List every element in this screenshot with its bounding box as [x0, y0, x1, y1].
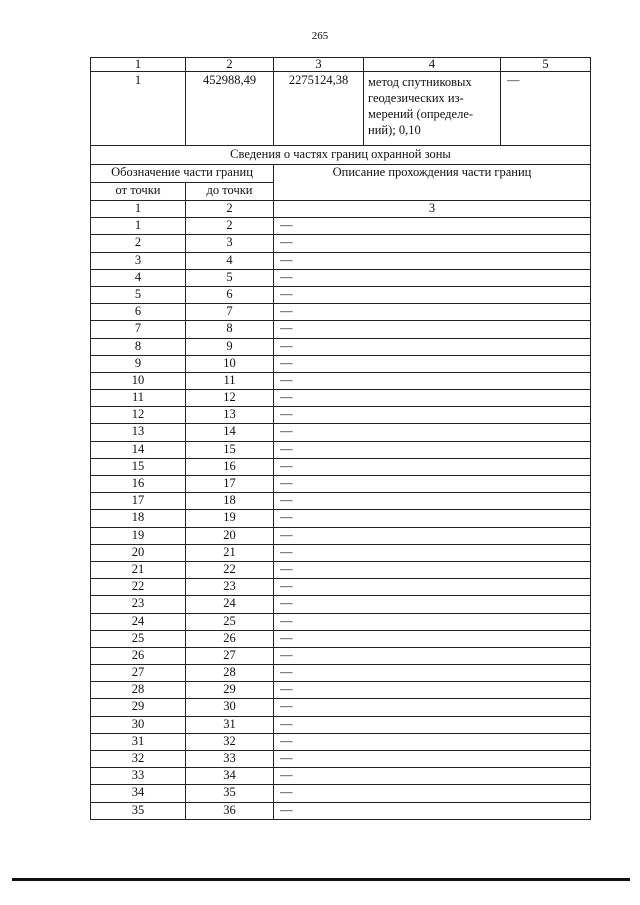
segment-description: — — [274, 613, 591, 630]
to-point: 3 — [186, 235, 274, 252]
segment-description: — — [274, 476, 591, 493]
from-point: 31 — [91, 733, 186, 750]
from-point: 12 — [91, 407, 186, 424]
from-point: 27 — [91, 665, 186, 682]
to-point: 17 — [186, 476, 274, 493]
to-point: 31 — [186, 716, 274, 733]
table-row — [91, 286, 591, 303]
segment-description: — — [274, 733, 591, 750]
table-row — [91, 579, 591, 596]
table-row — [91, 716, 591, 733]
segment-description: — — [274, 544, 591, 561]
from-point: 30 — [91, 716, 186, 733]
segment-description: — — [274, 751, 591, 768]
column-number-row — [91, 58, 591, 72]
segment-description: — — [274, 510, 591, 527]
segment-description: — — [274, 252, 591, 269]
page-number: 265 — [311, 30, 329, 42]
table-row — [91, 407, 591, 424]
table-row — [91, 802, 591, 819]
from-point: 34 — [91, 785, 186, 802]
table-row — [91, 699, 591, 716]
segment-description: — — [274, 527, 591, 544]
from-point: 9 — [91, 355, 186, 372]
from-point: 20 — [91, 544, 186, 561]
column-number: 3 — [274, 201, 591, 218]
to-point: 21 — [186, 544, 274, 561]
table-row — [91, 630, 591, 647]
from-point: 25 — [91, 630, 186, 647]
table-row — [91, 235, 591, 252]
segment-description: — — [274, 768, 591, 785]
to-point: 33 — [186, 751, 274, 768]
column-number: 1 — [91, 58, 186, 72]
from-point: 15 — [91, 458, 186, 475]
table-row — [91, 372, 591, 389]
from-point: 5 — [91, 286, 186, 303]
to-point: 24 — [186, 596, 274, 613]
segment-description: — — [274, 596, 591, 613]
table-row — [91, 510, 591, 527]
segment-description: — — [274, 338, 591, 355]
to-point: 16 — [186, 458, 274, 475]
to-point: 29 — [186, 682, 274, 699]
method-cell — [364, 72, 501, 146]
segment-description: — — [274, 699, 591, 716]
table-row — [91, 751, 591, 768]
from-point: 2 — [91, 235, 186, 252]
col5-value: — — [501, 72, 591, 146]
from-point: 32 — [91, 751, 186, 768]
table-row — [91, 321, 591, 338]
table-row — [91, 355, 591, 372]
to-point: 28 — [186, 665, 274, 682]
column-number: 4 — [364, 58, 501, 72]
table-row — [91, 476, 591, 493]
table-row — [91, 682, 591, 699]
column-number: 1 — [91, 201, 186, 218]
table-row — [91, 544, 591, 561]
table-row — [91, 785, 591, 802]
table-row — [91, 733, 591, 750]
boundary-table — [90, 57, 590, 820]
table-row — [91, 269, 591, 286]
method-line: метод спутниковых — [368, 75, 472, 89]
from-point: 6 — [91, 304, 186, 321]
from-point: 17 — [91, 493, 186, 510]
segment-description: — — [274, 682, 591, 699]
from-point: 19 — [91, 527, 186, 544]
from-point: 26 — [91, 647, 186, 664]
from-point: 29 — [91, 699, 186, 716]
segment-description: — — [274, 579, 591, 596]
segment-description: — — [274, 716, 591, 733]
to-point: 22 — [186, 561, 274, 578]
to-point: 34 — [186, 768, 274, 785]
table-row — [91, 424, 591, 441]
from-point: 8 — [91, 338, 186, 355]
table-row — [91, 561, 591, 578]
to-point: 30 — [186, 699, 274, 716]
segment-description: — — [274, 561, 591, 578]
from-point: 22 — [91, 579, 186, 596]
section-title: Сведения о частях границ охранной зоны — [91, 146, 591, 165]
from-point: 1 — [91, 218, 186, 235]
column-number: 3 — [274, 58, 364, 72]
method-line: мерений (определе- — [368, 107, 474, 121]
coord-x: 452988,49 — [186, 72, 274, 146]
to-point: 13 — [186, 407, 274, 424]
from-point-header: от точки — [91, 183, 186, 201]
from-point: 11 — [91, 390, 186, 407]
table-row — [91, 647, 591, 664]
segment-description: — — [274, 785, 591, 802]
to-point: 14 — [186, 424, 274, 441]
from-point: 14 — [91, 441, 186, 458]
column-number: 2 — [186, 58, 274, 72]
segment-description: — — [274, 458, 591, 475]
segment-description: — — [274, 218, 591, 235]
table-row — [91, 252, 591, 269]
table-row — [91, 390, 591, 407]
to-point: 26 — [186, 630, 274, 647]
from-point: 18 — [91, 510, 186, 527]
from-point: 3 — [91, 252, 186, 269]
segment-description: — — [274, 355, 591, 372]
from-point: 35 — [91, 802, 186, 819]
from-point: 7 — [91, 321, 186, 338]
segment-description: — — [274, 235, 591, 252]
section-title-row — [91, 146, 591, 165]
coord-y: 2275124,38 — [274, 72, 364, 146]
to-point: 23 — [186, 579, 274, 596]
to-point: 36 — [186, 802, 274, 819]
designation-header: Обозначение части границ — [91, 165, 274, 183]
point-row — [91, 72, 591, 146]
table-row — [91, 596, 591, 613]
bottom-rule — [12, 878, 630, 881]
section-header-row — [91, 165, 591, 183]
to-point: 7 — [186, 304, 274, 321]
to-point: 32 — [186, 733, 274, 750]
segment-description: — — [274, 321, 591, 338]
table-row — [91, 441, 591, 458]
to-point: 18 — [186, 493, 274, 510]
to-point: 20 — [186, 527, 274, 544]
to-point: 6 — [186, 286, 274, 303]
table-row — [91, 218, 591, 235]
table-row — [91, 338, 591, 355]
segment-description: — — [274, 647, 591, 664]
from-point: 23 — [91, 596, 186, 613]
from-point: 10 — [91, 372, 186, 389]
table-row — [91, 665, 591, 682]
table-row — [91, 493, 591, 510]
segment-description: — — [274, 665, 591, 682]
from-point: 24 — [91, 613, 186, 630]
segment-description: — — [274, 630, 591, 647]
segment-description: — — [274, 372, 591, 389]
from-point: 4 — [91, 269, 186, 286]
to-point: 12 — [186, 390, 274, 407]
to-point: 2 — [186, 218, 274, 235]
to-point: 25 — [186, 613, 274, 630]
segment-description: — — [274, 493, 591, 510]
to-point: 8 — [186, 321, 274, 338]
segment-description: — — [274, 286, 591, 303]
from-point: 33 — [91, 768, 186, 785]
segment-description: — — [274, 802, 591, 819]
to-point: 15 — [186, 441, 274, 458]
segment-description: — — [274, 304, 591, 321]
from-point: 28 — [91, 682, 186, 699]
table-row — [91, 304, 591, 321]
table-row — [91, 527, 591, 544]
to-point: 19 — [186, 510, 274, 527]
from-point: 13 — [91, 424, 186, 441]
segment-description: — — [274, 424, 591, 441]
table-row — [91, 458, 591, 475]
table-row — [91, 613, 591, 630]
segment-description: — — [274, 407, 591, 424]
section-column-number-row — [91, 201, 591, 218]
to-point: 11 — [186, 372, 274, 389]
to-point: 4 — [186, 252, 274, 269]
from-point: 21 — [91, 561, 186, 578]
segment-description: — — [274, 390, 591, 407]
description-header: Описание прохождения части границ — [274, 165, 591, 201]
segment-description: — — [274, 441, 591, 458]
to-point-header: до точки — [186, 183, 274, 201]
from-point: 16 — [91, 476, 186, 493]
to-point: 35 — [186, 785, 274, 802]
column-number: 5 — [501, 58, 591, 72]
method-line: геодезических из- — [368, 91, 464, 105]
column-number: 2 — [186, 201, 274, 218]
to-point: 10 — [186, 355, 274, 372]
segment-description: — — [274, 269, 591, 286]
to-point: 27 — [186, 647, 274, 664]
to-point: 9 — [186, 338, 274, 355]
point-number: 1 — [91, 72, 186, 146]
method-line: ний); 0,10 — [368, 123, 421, 137]
table-row — [91, 768, 591, 785]
to-point: 5 — [186, 269, 274, 286]
